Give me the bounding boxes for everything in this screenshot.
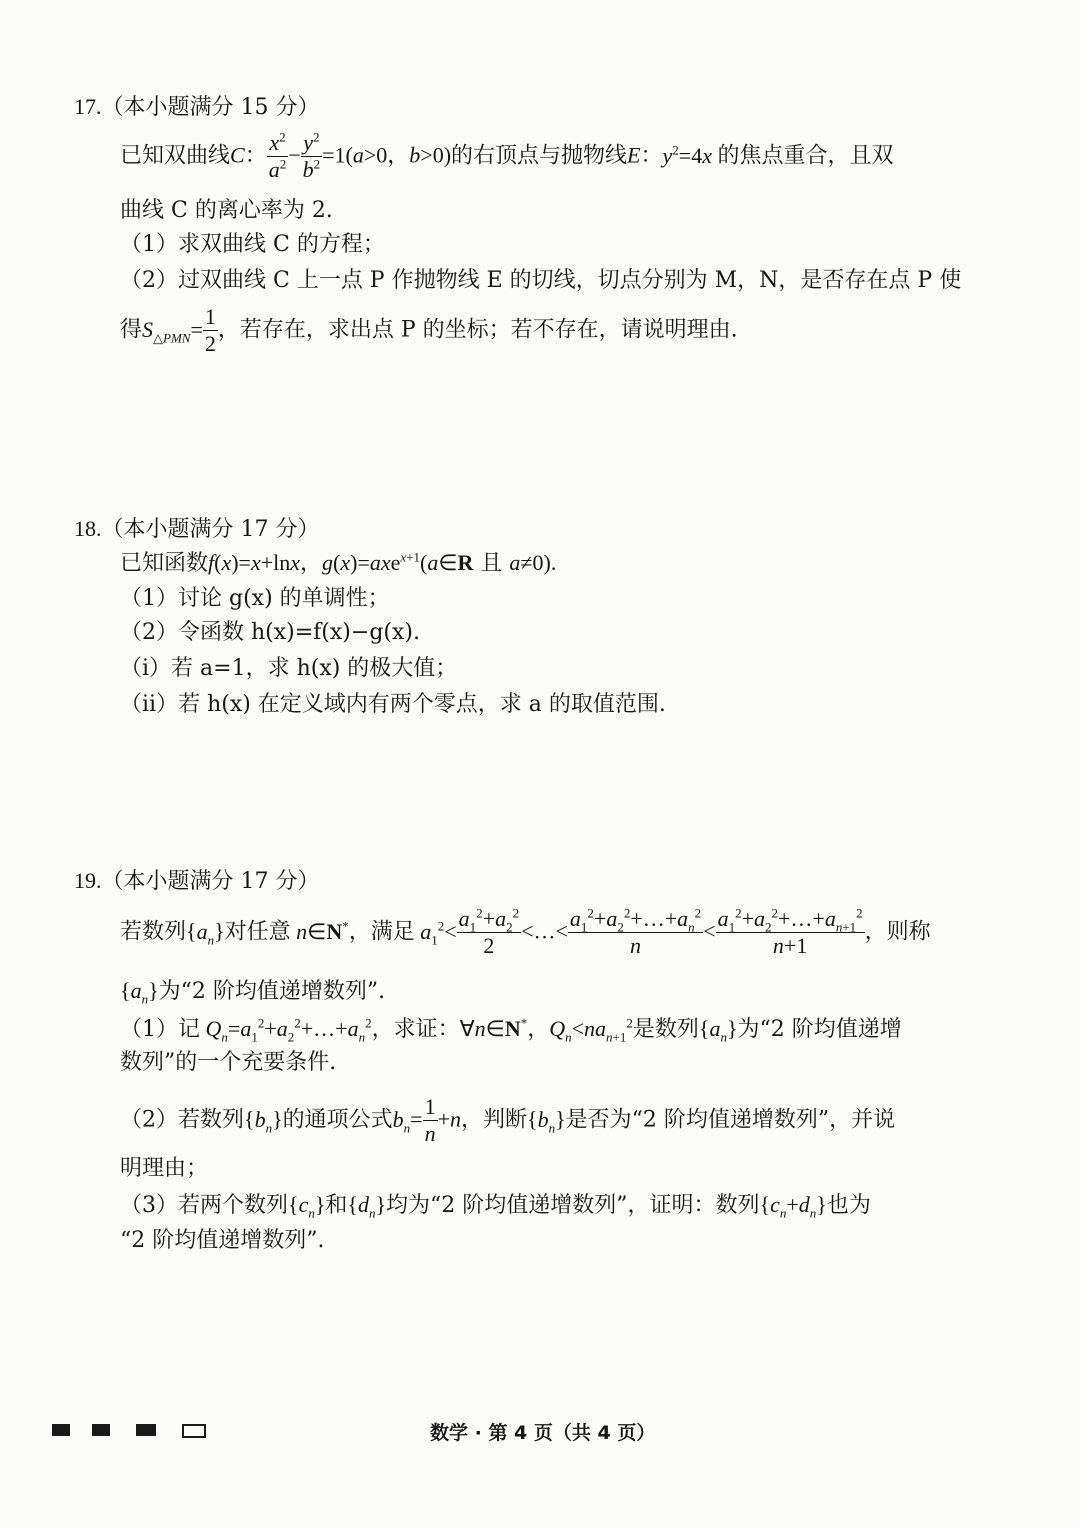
problem-19-line-1: 若数列$\{a_n\}$对任意 n∈N*，满足 $a_1^2<$ $\frac{a_1^2+a_2^2}{2}$ <…< $\frac{a_1^2+a_2^2+\dots+a_n^2}{n}$ < $\frac{a_1^2+a_2^2+\dots+a_{n+1}^2}{n+1}$ ，则称 [120,905,931,958]
problem-17-question-2: （2）过双曲线 C 上一点 P 作抛物线 E 的切线，切点分别为 M，N，是否存在点 P 使 [120,268,962,293]
problem-17-header: 17.（本小题满分 15 分） [74,94,320,120]
page-marker-block [136,1424,156,1436]
page-marker-block [92,1424,110,1436]
problem-18-line-1: 已知函数f(x)=x+lnx，g(x)=axe$^{x+1}$(a∈R 且 a≠0). [120,549,557,576]
problem-18-question-1: （1）讨论 g(x) 的单调性； [120,586,390,611]
problem-17-question-2-cont: 得$S_{\triangle PMN}=$ $\frac{1}{2}$ ，若存在，求出点 P 的坐标；若不存在，请说明理由. [120,304,738,356]
page-number: 数学 · 第 4 页（共 4 页） [430,1422,656,1444]
problem-17-line-1: 已知双曲线C： $\frac{x^2}{a^2}$ − $\frac{y^2}{b^2}$ =1(a>0，b>0)的右顶点与抛物线E：$y^2=4x$ 的焦点重合，且双 [120,129,894,182]
problem-19 [74,866,1014,1253]
problem-19-question-2-cont: 明理由； [120,1156,209,1181]
problem-19-question-1-cont: 数列”的一个充要条件. [120,1050,337,1075]
problem-18 [74,514,1014,717]
page-marker-hollow-block [182,1424,206,1438]
problem-19-header: 19.（本小题满分 17 分） [74,868,320,894]
problem-17-question-1: （1）求双曲线 C 的方程； [120,232,385,257]
problem-19-question-3: （3）若两个数列$\{c_n\}$和$\{d_n\}$均为“2 阶均值递增数列”，证明：数列$\{c_n+d_n\}$也为 [120,1192,871,1221]
problem-17-line-2: 曲线 C 的离心率为 2. [120,198,333,223]
page-footer [0,1418,1080,1448]
problem-18-question-2: （2）令函数 h(x)=f(x)−g(x). [120,620,420,645]
problem-18-question-2-ii: （ⅱ）若 h(x) 在定义域内有两个零点，求 a 的取值范围. [120,692,666,717]
problem-19-question-2: （2）若数列$\{b_n\}$的通项公式$b_n=$ $\frac{1}{n}$ +n，判断$\{b_n\}$是否为“2 阶均值递增数列”，并说 [120,1094,896,1146]
problem-18-header: 18.（本小题满分 17 分） [74,516,320,542]
problem-18-question-2-i: （ⅰ）若 a=1，求 h(x) 的极大值； [120,656,458,681]
problem-17 [74,92,1014,356]
problem-19-line-2: $\{a_n\}$为“2 阶均值递增数列”. [120,978,386,1007]
problem-19-question-3-cont: “2 阶均值递增数列”. [120,1228,325,1253]
problem-19-question-1: （1）记 $Q_n=a_1^2+a_2^2+\dots+a_n^2$，求证：∀n∈N*，$Q_n<na_{n+1}^2$是数列$\{a_n\}$为“2 阶均值递增 [120,1015,902,1045]
page-marker-block [52,1424,70,1436]
